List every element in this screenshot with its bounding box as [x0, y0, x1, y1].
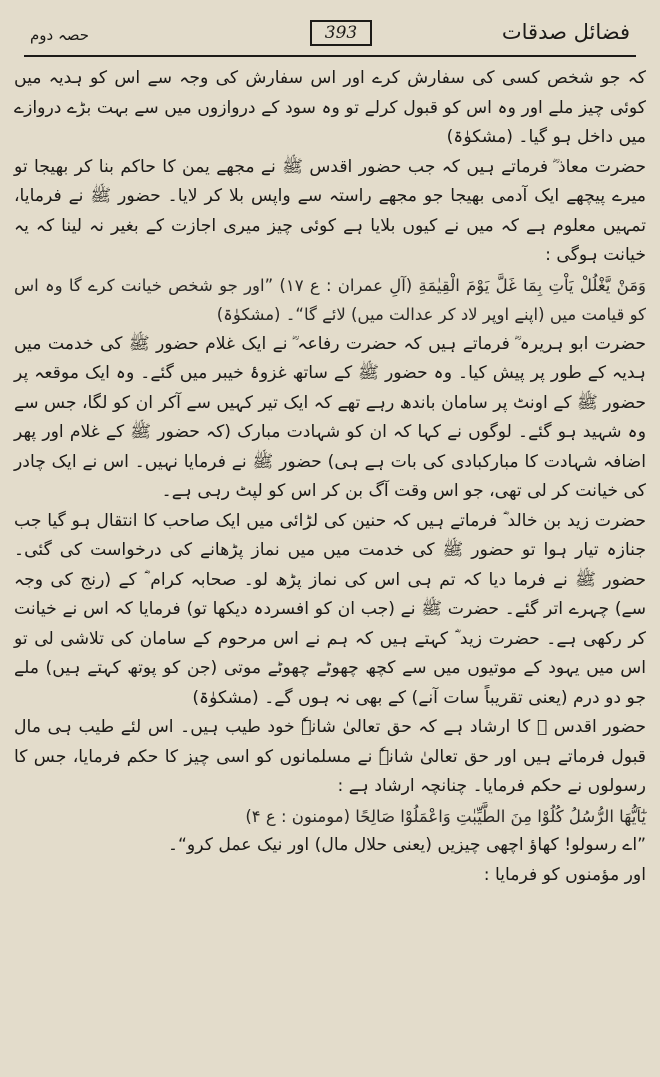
paragraph: کہ جو شخص کسی کی سفارش کرے اور اس سفارش کی وجہ سے اس کو ہدیہ میں کوئی چیز ملے اور وہ اس کو قبول کرلے تو وہ سود کے دروازوں میں سے بہت بڑے دروازے میں داخل ہو گیا۔ (مشکوٰۃ) [14, 68, 646, 147]
paragraph: اور مؤمنوں کو فرمایا : [483, 864, 646, 885]
paragraph: حضرت زید بن خالد ؓ فرماتے ہیں کہ حنین کی لڑائی میں ایک صاحب کا انتقال ہو گیا جب جنازہ تیار ہوا تو حضور ﷺ کی خدمت میں میں نماز پڑھانے کی درخواست کی گئی۔ حضور ﷺ نے فرما دیا کہ تم ہی اس کی نماز پڑھ لو۔ صحابہ کرام ؓ کے (رنج کی وجہ سے) چہرے اتر گئے۔ حضرت ﷺ نے (جب ان کو افسردہ دیکھا تو) فرمایا کہ اس نے خیانت کر رکھی ہے۔ حضرت زید ؓ کہتے ہیں کہ ہم نے اس مرحوم کے سامان کی تلاشی لی تو اس میں یہود کے موتیوں میں سے کچھ چھوٹے چھوٹے موتی (جن کو پوتھ کہتے ہیں) ملے جو دو درم (یعنی تقریباً سات آنے) کے بھی نہ ہوں گے۔ (مشکوٰۃ) [14, 510, 646, 708]
section-label: حصہ دوم [30, 26, 90, 44]
page-body [14, 64, 646, 890]
paragraph: حضور اقدس ﷺ کا ارشاد ہے کہ حق تعالیٰ شانہٗ خود طیب ہیں۔ اس لئے طیب ہی مال قبول فرماتے ہیں اور حق تعالیٰ شانہٗ نے مسلمانوں کو اسی چیز کا حکم فرمایا، جس کا رسولوں نے حکم فرمایا۔ چنانچہ ارشاد ہے : [14, 717, 646, 796]
header-rule [24, 55, 636, 57]
page-header [14, 0, 646, 64]
quran-verse-paragraph: وَمَنْ يَّغْلُلْ يَاْتِ بِمَا غَلَّ يَوْمَ الْقِيٰمَةِ (آلِ عمران : ع ۱۷) ”اور جو شخص خیانت کرے گا وہ اس کو قیامت میں (اپنے اوپر لاد کر عدالت میں) لائے گا“۔ (مشکوٰۃ) [14, 275, 646, 324]
verse-translation: ”اے رسولو! کھاؤ اچھی چیزیں (یعنی حلال مال) اور نیک عمل کرو“۔ [167, 835, 646, 855]
paragraph: حضرت معاذ ؓ فرماتے ہیں کہ جب حضور اقدس ﷺ نے مجھے یمن کا حاکم بنا کر بھیجا تو میرے پیچھے ایک آدمی بھیجا جو مجھے راستہ سے واپس بلا کر لایا۔ حضور ﷺ نے فرمایا، تمہیں معلوم ہے کہ میں نے کیوں بلایا ہے کوئی چیز میری اجازت کے بغیر نہ لینا کہ یہ خیانت ہوگی : [14, 156, 646, 265]
paragraph: حضرت ابو ہریرہ ؓ فرماتے ہیں کہ حضرت رفاعہ ؓ نے ایک غلام حضور ﷺ کی خدمت میں ہدیہ کے طور پر پیش کیا۔ وہ حضور ﷺ کے ساتھ غزوۂ خیبر میں گئے۔ وہ ایک موقعہ پر حضور ﷺ کے اونٹ پر سامان باندھ رہے تھے کہ ایک تیر کہیں سے آکر ان کو لگا، جس سے وہ شہید ہو گئے۔ لوگوں نے کہا کہ ان کو شہادت مبارک (کہ حضور ﷺ کے غلام اور پھر اضافہ شہادت کا مبارکبادی کی بات ہے ہی) حضور ﷺ نے فرمایا نہیں۔ اس نے ایک چادر کی خیانت کر لی تھی، جو اس وقت آگ بن کر اس کو لپٹ رہی ہے۔ [14, 333, 646, 501]
quran-verse: يٰٓاَيُّهَا الرُّسُلُ كُلُوْا مِنَ الطَّيِّبٰتِ وَاعْمَلُوْا صَالِحًا (مومنون : ع ۴) [245, 806, 646, 826]
book-title: فضائل صدقات [501, 20, 630, 44]
page-number: 393 [310, 20, 372, 46]
